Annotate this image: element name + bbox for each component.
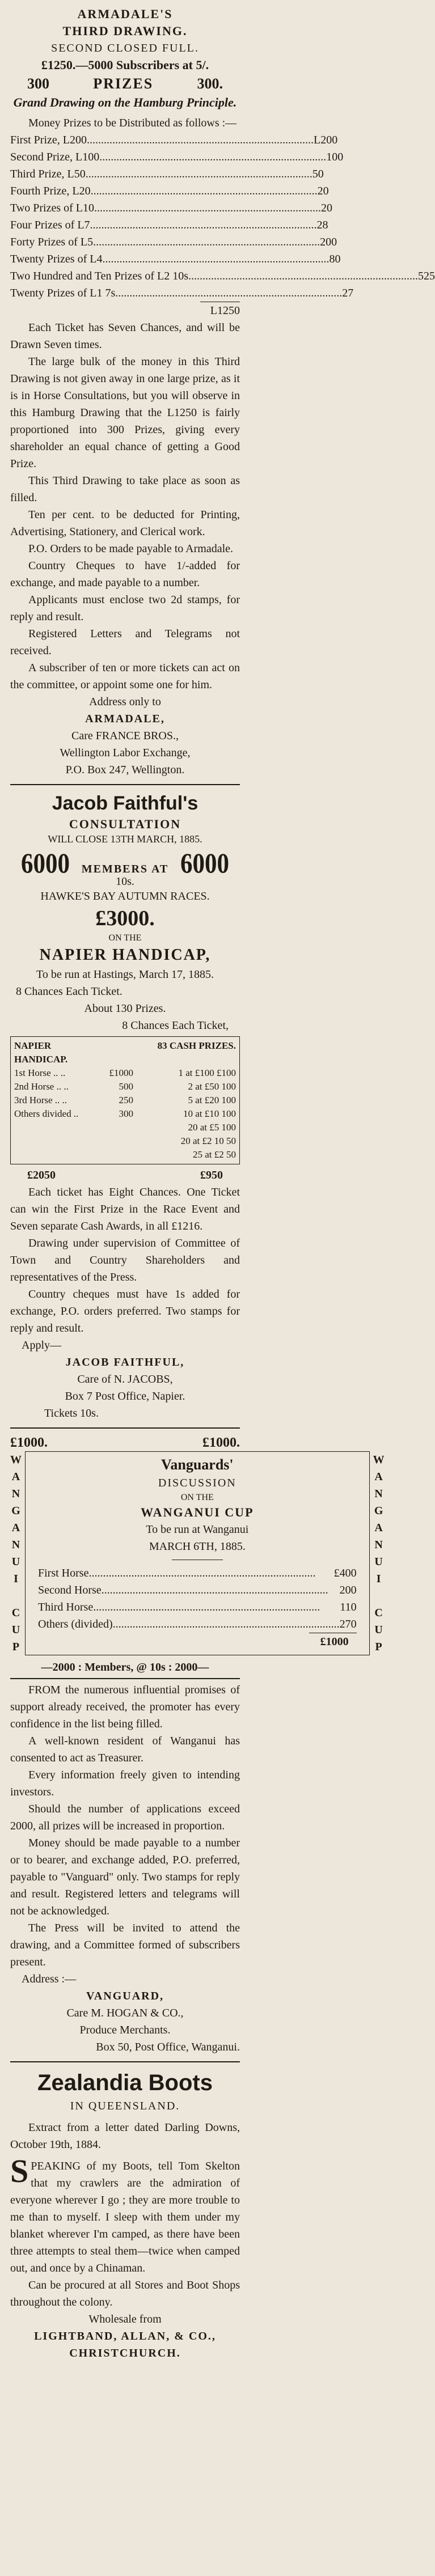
paragraph: Applicants must enclose two 2d stamps, for reply and result. [10, 594, 240, 623]
armadale-subtitle: THIRD DRAWING. [62, 24, 188, 38]
zealandia-extract: Extract from a letter dated Darling Downs, October 19th, 1884. [10, 2121, 240, 2151]
vanguard-box: Box 50, Post Office, Wanganui. [96, 2041, 240, 2053]
prize-row [10, 132, 338, 149]
paragraph: Registered Letters and Telegrams not received. [10, 628, 240, 657]
prize-row [38, 1599, 357, 1616]
prize-value: 270 [339, 1618, 357, 1630]
handicap-amount [99, 1148, 133, 1162]
side-letter: I [14, 1573, 18, 1585]
faithful-paragraphs [10, 1184, 240, 1337]
side-letter: P [12, 1641, 20, 1653]
prize-row [10, 217, 328, 234]
prize-label: Third Prize, L50 [10, 168, 86, 180]
handicap-place: NAPIER HANDICAP. [14, 1040, 68, 1065]
side-letter: C [11, 1607, 20, 1619]
prize-value: 200 [320, 236, 337, 248]
handicap-amount: 250 [119, 1095, 133, 1105]
prize-label: Four Prizes of L7 [10, 219, 90, 231]
leader-dots [99, 149, 326, 166]
race-name: HAWKE'S BAY AUTUMN RACES. [40, 890, 210, 903]
members-count-left: 6000 [20, 847, 70, 879]
vanguard-advert [10, 1434, 385, 2056]
paragraph: The Press will be invited to attend the drawing, and a Committee formed of subscribers present. [10, 1922, 240, 1968]
prizes-count-right: 300. [197, 75, 223, 92]
prize-label: Twenty Prizes of L4 [10, 253, 103, 265]
divider [10, 1427, 240, 1429]
prize-row [10, 234, 337, 251]
handicap-place [14, 1121, 99, 1134]
leader-dots [91, 183, 318, 200]
handicap-amount [99, 1121, 133, 1134]
vanguard-address-label: Address :— [22, 1973, 77, 1985]
prize-row [10, 268, 435, 285]
side-letter: N [11, 1488, 20, 1500]
prize-row [10, 149, 344, 166]
paragraph: This Third Drawing to take place as soon as filled. [10, 474, 240, 504]
side-letter: G [374, 1505, 383, 1517]
side-letter: U [374, 1556, 383, 1568]
handicap-amount [99, 1134, 133, 1148]
prize-row [38, 1616, 357, 1633]
faithful-box: Box 7 Post Office, Napier. [65, 1390, 185, 1403]
cash-prize: 83 CASH PRIZES. [157, 1040, 236, 1051]
prize-table [10, 132, 435, 302]
paragraph: Every information freely given to intending investors. [10, 1769, 240, 1798]
prize-value: 28 [316, 219, 328, 231]
handicap-amount: 300 [119, 1108, 133, 1119]
chances-line-1: 8 Chances Each Ticket. [16, 985, 123, 998]
armadale-advert [10, 6, 435, 778]
faithful-totals [10, 1167, 240, 1184]
paragraph: Drawing under supervision of Committee of Town and Country Shareholders and representatives of the Press. [10, 1237, 240, 1283]
money-intro: Money Prizes to be Distributed as follows :— [28, 117, 237, 129]
prize-label: Others (divided) [38, 1618, 113, 1630]
prize-row [10, 251, 341, 268]
vanguard-prize-table [30, 1565, 365, 1633]
prize-label: Second Prize, L100 [10, 151, 100, 163]
leader-dots [88, 1565, 333, 1582]
prize-row [14, 1080, 236, 1094]
leader-dots [93, 1599, 340, 1616]
armadale-box: P.O. Box 247, Wellington. [65, 764, 185, 776]
cash-prize: 5 at £20 100 [188, 1095, 236, 1105]
divider [10, 2061, 240, 2062]
prize-row [10, 166, 324, 183]
prize-row [10, 183, 329, 200]
vanguard-amount-right: £1000. [202, 1435, 240, 1450]
side-letter: U [374, 1624, 383, 1636]
prize-row [10, 200, 333, 217]
vanguard-on-the: ON THE [180, 1493, 214, 1502]
faithful-care: Care of N. JACOBS, [77, 1373, 173, 1386]
paragraph: The large bulk of the money in this Third Drawing is not given away in one large prize, as it is in Horse Consultations, but you will observe in this Hamburg Drawing that the L1250 is fairly proportioned into 300 Prizes, giving every shareholder an equal chance of getting a Good Prize. [10, 355, 240, 470]
vanguard-total: £1000 [309, 1633, 357, 1650]
faithful-consultation: CONSULTATION [69, 817, 181, 831]
leader-dots [93, 234, 320, 251]
prize-value: 525 [418, 270, 435, 282]
zealandia-where: IN QUEENSLAND. [70, 2100, 180, 2112]
prize-row [14, 1039, 236, 1066]
paragraph: Each Ticket has Seven Chances, and will be Drawn Seven times. [10, 321, 240, 351]
leader-dots [87, 132, 314, 149]
on-the: ON THE [108, 933, 142, 943]
paragraph: A well-known resident of Wanganui has consented to act as Treasurer. [10, 1735, 240, 1764]
vanguard-title: Vanguards' [161, 1456, 234, 1473]
prize-row [14, 1121, 236, 1134]
cash-prize: 2 at £50 100 [188, 1081, 236, 1092]
faithful-tickets: Tickets 10s. [44, 1407, 99, 1420]
prize-label: Two Prizes of L10 [10, 202, 95, 214]
side-letters-left [10, 1451, 22, 1655]
side-letter: W [373, 1454, 385, 1466]
prize-row [38, 1582, 357, 1599]
stake-amount: £3000. [95, 906, 155, 930]
handicap-name: NAPIER HANDICAP, [39, 946, 211, 964]
paragraph: Money should be made payable to a number or to bearer, and exchange added, P.O. preferred, payable to "Vanguard" only. Two stamps for reply and result. Registered letters and telegrams will not be acknowledged. [10, 1837, 240, 1917]
handicap-place: 1st Horse .. .. [14, 1067, 66, 1078]
side-letter: I [376, 1573, 381, 1585]
prize-value: 27 [342, 287, 354, 299]
cash-prize: 20 at £5 100 [188, 1122, 236, 1133]
leader-dots [94, 200, 321, 217]
chances-line-2: 8 Chances Each Ticket, [122, 1019, 229, 1032]
side-letter: A [374, 1471, 383, 1483]
faithful-advert [10, 791, 240, 1422]
prizes-count-left: 300 [27, 75, 49, 92]
handicap-amount: £1000 [109, 1067, 133, 1078]
side-letter: U [11, 1624, 20, 1636]
leader-dots [102, 1582, 340, 1599]
prize-value: 20 [317, 185, 329, 197]
firm-city: CHRISTCHURCH. [69, 2347, 181, 2359]
handicap-amount: 500 [119, 1081, 133, 1092]
about-prizes: About 130 Prizes. [84, 1002, 166, 1015]
zealandia-title: Zealandia Boots [37, 2070, 213, 2095]
side-letter: C [374, 1607, 383, 1619]
vanguard-box [25, 1451, 370, 1655]
side-letter: N [11, 1539, 20, 1551]
leader-dots [90, 217, 317, 234]
prize-row [14, 1148, 236, 1162]
prize-label: Forty Prizes of L5 [10, 236, 94, 248]
paragraph: P.O. Orders to be made payable to Armadale. [28, 543, 234, 555]
vanguard-care: Care M. HOGAN & CO., [66, 2007, 184, 2019]
members-count-right: 6000 [180, 847, 230, 879]
prize-label: Two Hundred and Ten Prizes of L2 10s. [10, 270, 191, 282]
prize-value: 110 [340, 1601, 357, 1613]
paragraph: Should the number of applications exceed 2000, all prizes will be increased in proportion. [10, 1803, 240, 1832]
prize-label: Fourth Prize, L20 [10, 185, 91, 197]
side-letter: N [374, 1539, 383, 1551]
leader-dots [113, 1616, 340, 1633]
handicap-place: 2nd Horse .. .. [14, 1081, 69, 1092]
vanguard-name: VANGUARD, [86, 1990, 164, 2002]
address-intro: Address only to [89, 696, 161, 708]
paragraph: A subscriber of ten or more tickets can act on the committee, or appoint some one for him. [10, 662, 240, 691]
side-letter: W [10, 1454, 22, 1466]
armadale-subscribers: £1250.—5000 Subscribers at 5/. [41, 58, 209, 72]
side-letter: G [11, 1505, 20, 1517]
prize-row [38, 1565, 357, 1582]
faithful-close: WILL CLOSE 13TH MARCH, 1885. [48, 833, 202, 845]
vanguard-amount-left: £1000. [10, 1435, 48, 1450]
prize-label: Third Horse [38, 1601, 94, 1613]
cash-prize: 10 at £10 100 [183, 1108, 236, 1119]
vanguard-body [10, 1451, 385, 1655]
vanguard-run: To be run at Wanganui [146, 1523, 249, 1536]
prize-value: 100 [326, 151, 344, 163]
vanguard-paragraphs [10, 1681, 240, 1971]
zealandia-advert [10, 2068, 240, 2362]
vanguard-produce: Produce Merchants. [79, 2024, 171, 2036]
leader-dots [86, 166, 312, 183]
wholesale-label: Wholesale from [88, 2313, 162, 2325]
race-date: To be run at Hastings, March 17, 1885. [36, 968, 214, 981]
prizes-word: PRIZES [93, 75, 154, 92]
prize-value: 20 [321, 202, 333, 214]
vanguard-cup: WANGANUI CUP [141, 1505, 254, 1519]
vanguard-members: —2000 : Members, @ 10s : 2000— [41, 1661, 209, 1673]
handicap-place: 3rd Horse .. .. [14, 1095, 67, 1105]
handicap-amount [99, 1039, 133, 1066]
vanguard-date: MARCH 6TH, 1885. [149, 1540, 246, 1553]
prize-label: Twenty Prizes of L1 7s [10, 287, 116, 299]
paragraph: Ten per cent. to be deducted for Printing, Advertising, Stationery, and Clerical work. [10, 509, 240, 538]
prize-label: First Prize, L200 [10, 134, 87, 146]
armadale-name: ARMADALE, [85, 713, 165, 725]
members-label: MEMBERS AT [81, 863, 169, 875]
side-letters-right [373, 1451, 385, 1655]
letter-body: PEAKING of my Boots, tell Tom Skelton that my crawlers are the admiration of everyone wherever I go ; they are more trouble to me than to myself. I sleep with them under my blanket wherever I'm camped, as there have been three attempts to steal them—twice when camped out, and once by a Chinaman. [10, 2160, 240, 2274]
side-letter: A [374, 1522, 383, 1534]
vanguard-header [10, 1434, 240, 1451]
side-letter: A [11, 1471, 20, 1483]
prize-total: L1250 [200, 302, 240, 319]
prize-label: First Horse [38, 1567, 89, 1579]
armadale-closed: SECOND CLOSED FULL. [51, 42, 199, 54]
prize-label: Second Horse [38, 1584, 102, 1596]
members-line [10, 845, 240, 888]
leader-dots [102, 251, 329, 268]
armadale-grand: Grand Drawing on the Hamburg Principle. [13, 95, 237, 109]
handicap-total: £2050 [27, 1169, 56, 1181]
armadale-paragraphs [10, 319, 240, 693]
prize-row [14, 1107, 236, 1121]
prize-value: L200 [314, 134, 338, 146]
side-letter: N [374, 1488, 383, 1500]
side-letter: P [375, 1641, 382, 1653]
apply-label: Apply— [22, 1339, 61, 1351]
paragraph: FROM the numerous influential promises of support already received, the promoter has every confidence in the list being filled. [10, 1684, 240, 1730]
faithful-name: JACOB FAITHFUL, [65, 1356, 185, 1368]
vanguard-discussion: DISCUSSION [158, 1477, 236, 1489]
prize-row [14, 1094, 236, 1107]
paragraph: Country cheques must have 1s added for exchange, P.O. orders preferred. Two stamps for reply and result. [10, 1288, 240, 1334]
divider [10, 784, 240, 785]
drop-cap: S [10, 2153, 29, 2189]
zealandia-letter [10, 2153, 240, 2277]
side-letter: A [11, 1522, 20, 1534]
prize-value: £400 [333, 1567, 357, 1579]
paragraph: Each ticket has Eight Chances. One Ticket can win the First Prize in the Race Event and Seven separate Cash Awards, in all £1216. [10, 1186, 240, 1232]
armadale-title: ARMADALE'S [77, 7, 173, 21]
prize-row [14, 1134, 236, 1148]
handicap-place [14, 1148, 99, 1162]
leader-dots [191, 268, 418, 285]
armadale-prizes-line [10, 74, 240, 94]
armadale-care: Care FRANCE BROS., [71, 730, 179, 742]
cash-prize: 1 at £100 £100 [178, 1067, 236, 1078]
zealandia-stores: Can be procured at all Stores and Boot Shops throughout the colony. [10, 2279, 240, 2308]
firm-name: LIGHTBAND, ALLAN, & CO., [34, 2330, 216, 2342]
armadale-exchange: Wellington Labor Exchange, [60, 747, 191, 759]
prize-row [10, 285, 354, 302]
prize-row [14, 1066, 236, 1080]
cash-total: £950 [200, 1169, 223, 1181]
members-price: 10s. [116, 875, 134, 888]
handicap-place: Others divided .. [14, 1108, 79, 1119]
side-letter: U [11, 1556, 20, 1568]
prize-value: 80 [329, 253, 341, 265]
handicap-place [14, 1134, 99, 1148]
cash-prize: 20 at £2 10 50 [180, 1136, 236, 1146]
prize-value: 50 [312, 168, 324, 180]
leader-dots [115, 285, 342, 302]
paragraph: Country Cheques to have 1/-added for exchange, and made payable to a number. [10, 560, 240, 589]
cash-prize: 25 at £2 50 [192, 1149, 236, 1160]
faithful-prize-table [10, 1036, 240, 1164]
faithful-title: Jacob Faithful's [52, 793, 199, 814]
prize-value: 200 [339, 1584, 357, 1596]
